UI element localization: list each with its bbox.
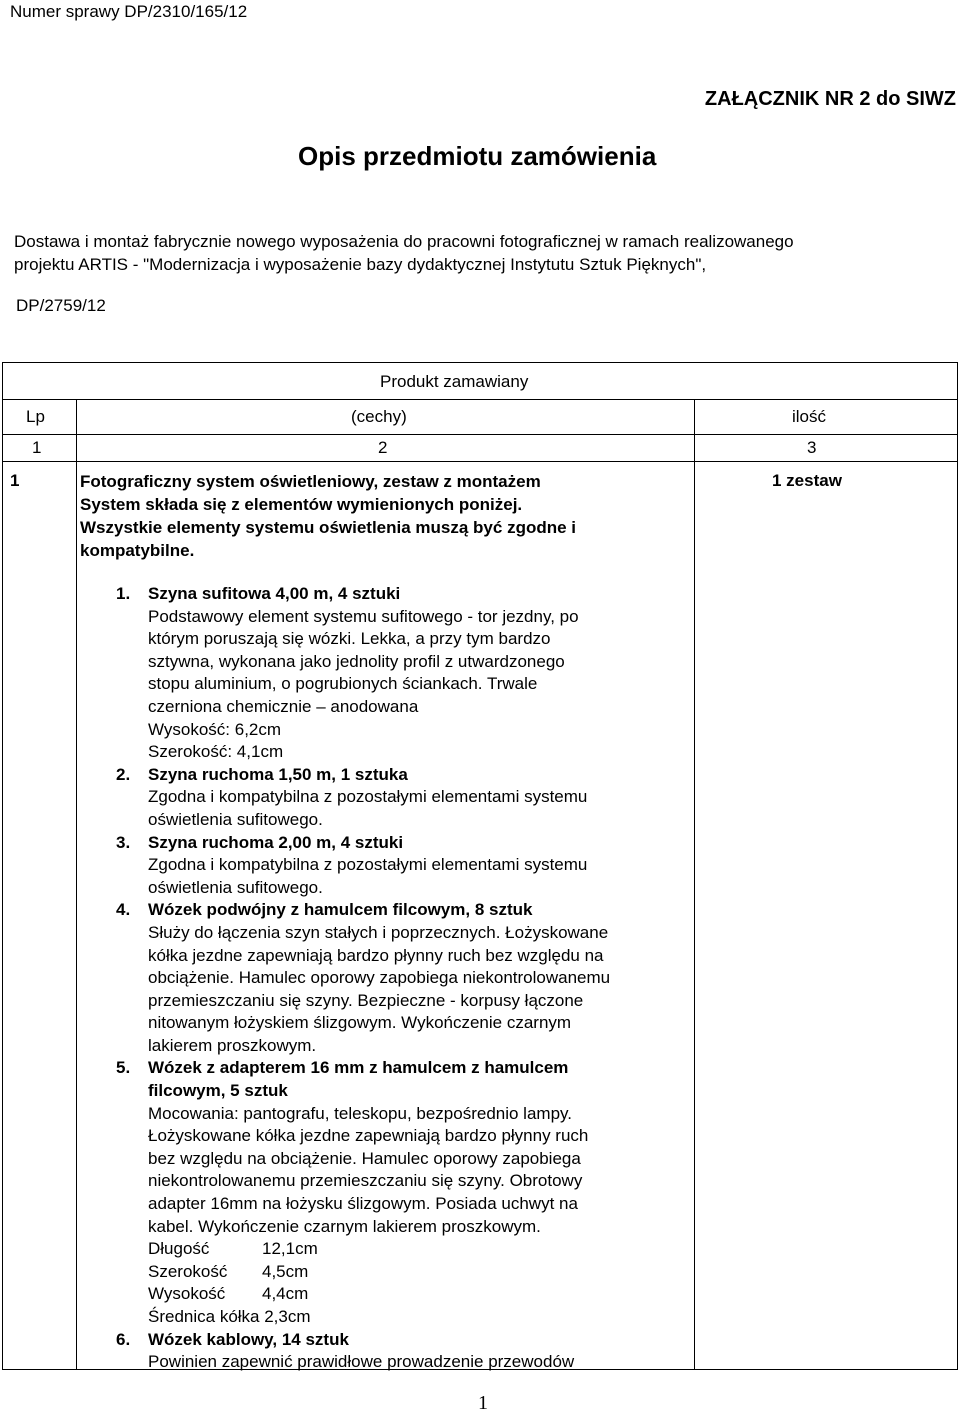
table-border (2, 362, 958, 363)
list-item (116, 1057, 708, 1328)
list-item-line: Mocowania: pantografu, teleskopu, bezpośrednio lampy. (148, 1103, 572, 1123)
list-item-line: Szerokość: 4,1cm (148, 742, 284, 762)
list-item-line: Zgodna i kompatybilna z pozostałymi elementami systemu (148, 855, 588, 875)
list-item-line: oświetlenia sufitowego. (148, 809, 323, 829)
list-item-number: 1. (116, 584, 131, 603)
dimension-row (148, 1238, 708, 1261)
list-item-line: Służy do łączenia szyn stałych i poprzecznych. Łożyskowane (148, 922, 609, 942)
item-heading-line: System składa się z elementów wymienionych poniżej. (80, 495, 523, 514)
product-table (2, 362, 958, 1370)
list-item-title: Wózek podwójny z hamulcem filcowym, 8 sztuk (148, 900, 533, 920)
page-number: 1 (478, 1392, 488, 1414)
list-item-line: Zgodna i kompatybilna z pozostałymi elementami systemu (148, 787, 588, 807)
table-border (2, 399, 958, 400)
list-item-line: stopu aluminium, o pogrubionych ściankach. Trwale (148, 674, 538, 694)
list-item-line: bez względu na obciążenie. Hamulec oporowy zapobiega (148, 1148, 581, 1168)
table-border (76, 399, 77, 1370)
list-item-line: którym poruszają się wózki. Lekka, a przy tym bardzo (148, 629, 551, 649)
list-item-line: Łożyskowane kółka jezdne zapewniają bardzo płynny ruch (148, 1126, 589, 1146)
dimension-key: Wysokość (148, 1284, 226, 1304)
table-border (2, 461, 958, 462)
item-heading (80, 470, 680, 562)
row-lp: 1 (10, 471, 20, 490)
column-number: 1 (32, 438, 42, 457)
item-heading-line: kompatybilne. (80, 541, 195, 560)
table-border (957, 362, 958, 1370)
list-item (116, 899, 708, 1057)
case-number: Numer sprawy DP/2310/165/12 (10, 2, 248, 21)
item-heading-line: Wszystkie elementy systemu oświetlenia muszą być zgodne i (80, 518, 577, 537)
list-item-number: 5. (116, 1058, 131, 1078)
page-title: Opis przedmiotu zamówienia (298, 141, 657, 171)
column-number: 2 (378, 438, 388, 457)
dimension-key: Szerokość (148, 1261, 228, 1281)
header-lp: Lp (26, 407, 45, 426)
list-item-title: Szyna ruchoma 2,00 m, 4 sztuki (148, 832, 404, 852)
row-quantity: 1 zestaw (772, 471, 842, 490)
table-border (2, 434, 958, 435)
list-item-number: 4. (116, 900, 131, 920)
list-item-line: Średnica kółka 2,3cm (148, 1307, 311, 1326)
intro-line: projektu ARTIS - "Modernizacja i wyposażenie bazy dydaktycznej Instytutu Sztuk Pięknych", (14, 255, 707, 274)
dimension-value: 12,1cm (262, 1239, 318, 1259)
item-heading-line: Fotograficzny system oświetleniowy, zestaw z montażem (80, 472, 541, 491)
list-item-line: adapter 16mm na łożysku ślizgowym. Posiada uchwyt na (148, 1194, 578, 1214)
dimension-key: Długość (148, 1239, 210, 1259)
table-border (2, 362, 3, 1370)
dimension-row (148, 1261, 708, 1284)
column-number: 3 (807, 438, 817, 457)
list-item-line: lakierem proszkowym. (148, 1035, 317, 1055)
dimension-row (148, 1283, 708, 1306)
list-item-line: Podstawowy element systemu sufitowego - tor jezdny, po (148, 606, 579, 626)
list-item-line: nitowanym łożyskiem ślizgowym. Wykończenie czarnym (148, 1013, 572, 1033)
list-item (116, 1329, 708, 1374)
intro-reference: DP/2759/12 (16, 296, 106, 315)
list-item (116, 832, 708, 900)
list-item-line: Powinien zapewnić prawidłowe prowadzenie przewodów (148, 1352, 575, 1372)
header-features: (cechy) (351, 407, 407, 426)
header-quantity: ilość (792, 407, 827, 426)
list-item-number: 6. (116, 1329, 131, 1349)
list-item-line: czerniona chemicznie – anodowana (148, 696, 419, 716)
component-list (116, 583, 708, 1374)
list-item-line: obciążenie. Hamulec oporowy zapobiega niekontrolowanemu (148, 968, 611, 988)
list-item-line: przemieszczaniu się szyny. Bezpieczne - korpusy łączone (148, 990, 584, 1010)
list-item-number: 3. (116, 832, 131, 852)
dimension-value: 4,5cm (262, 1261, 309, 1281)
header-product: Produkt zamawiany (380, 372, 529, 391)
list-item-line: niekontrolowanemu przemieszczaniu się szyny. Obrotowy (148, 1171, 583, 1191)
list-item-title: filcowym, 5 sztuk (148, 1081, 288, 1101)
dimension-value: 4,4cm (262, 1284, 309, 1304)
list-item-line: sztywna, wykonana jako jednolity profil z utwardzonego (148, 651, 565, 671)
list-item-title: Szyna sufitowa 4,00 m, 4 sztuki (148, 584, 401, 603)
list-item-line: Wysokość: 6,2cm (148, 719, 282, 739)
list-item-title: Wózek kablowy, 14 sztuk (148, 1329, 349, 1349)
list-item-line: kółka jezdne zapewniają bardzo płynny ruch bez względu na (148, 945, 604, 965)
list-item-line: kabel. Wykończenie czarnym lakierem proszkowym. (148, 1216, 541, 1236)
annex-label: ZAŁĄCZNIK NR 2 do SIWZ (704, 88, 956, 110)
list-item (116, 764, 708, 832)
list-item-line: oświetlenia sufitowego. (148, 877, 323, 897)
list-item-number: 2. (116, 764, 131, 784)
intro-line: Dostawa i montaż fabrycznie nowego wyposażenia do pracowni fotograficznej w ramach realizowanego (14, 232, 794, 251)
list-item-title: Wózek z adapterem 16 mm z hamulcem z hamulcem (148, 1058, 569, 1078)
list-item (116, 583, 708, 764)
list-item-title: Szyna ruchoma 1,50 m, 1 sztuka (148, 764, 408, 784)
intro-paragraph (14, 230, 954, 276)
